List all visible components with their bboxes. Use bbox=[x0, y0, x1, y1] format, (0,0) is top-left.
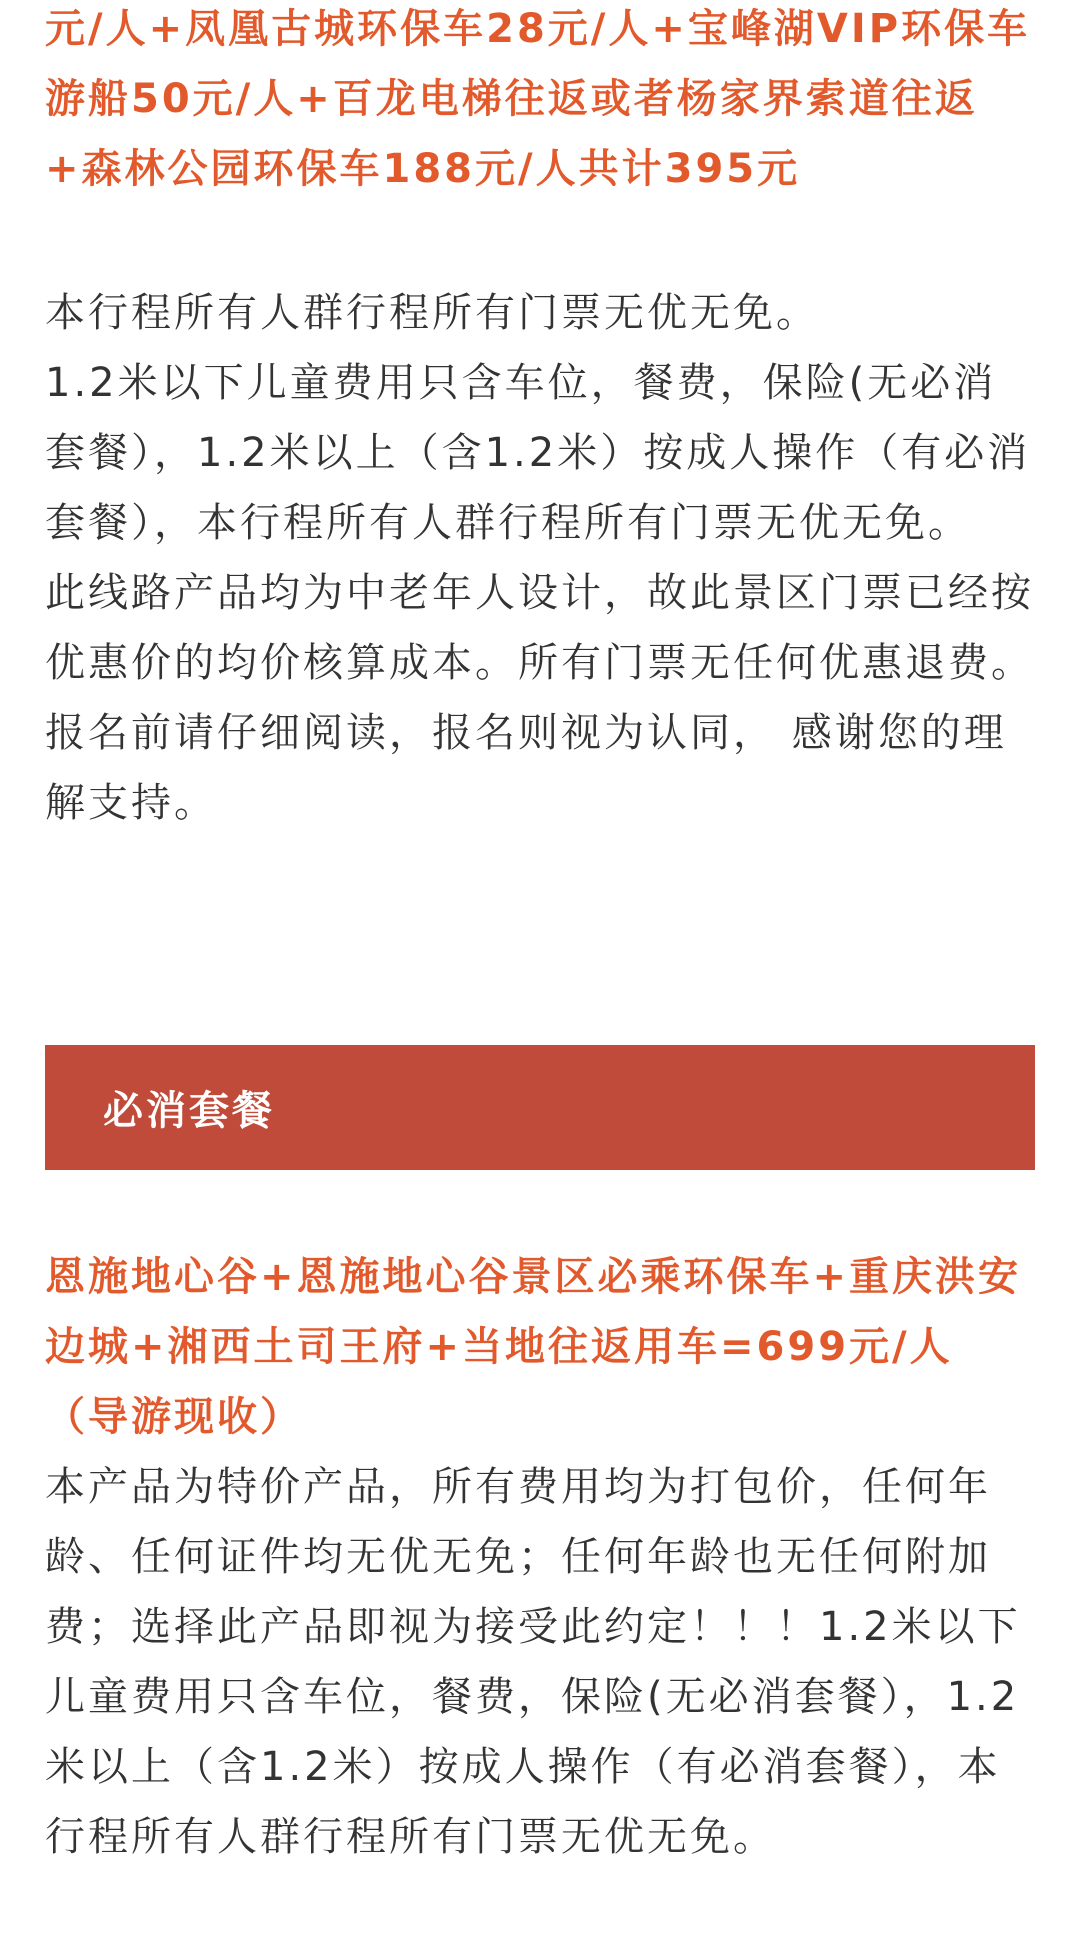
section-banner bbox=[45, 1045, 1035, 1170]
section-banner-title: 必消套餐 bbox=[103, 1088, 275, 1134]
notice-paragraph: 1.2米以下儿童费用只含车位，餐费，保险(无必消套餐），1.2米以上（含1.2米）按成人操作（有必消套餐），本行程所有人群行程所有门票无优无免。 bbox=[45, 360, 1031, 546]
notice-paragraph: 本行程所有人群行程所有门票无优无免。 bbox=[45, 290, 819, 336]
package-headline: 恩施地心谷+恩施地心谷景区必乘环保车+重庆洪安边城+湘西土司王府+当地往返用车=699元/人（导游现收） bbox=[45, 1254, 1022, 1440]
notice-paragraph: 此线路产品均为中老年人设计，故此景区门票已经按优惠价的均价核算成本。所有门票无任何优惠退费。 bbox=[45, 570, 1034, 686]
package-detail-text: 本产品为特价产品，所有费用均为打包价，任何年龄、任何证件均无优无免；任何年龄也无任何附加费；选择此产品即视为接受此约定！！！1.2米以下儿童费用只含车位，餐费，保险(无必消套餐），1.2米以上（含1.2米）按成人操作（有必消套餐），本行程所有人群行程所有门票无优无免。 bbox=[45, 1464, 1021, 1860]
notice-section bbox=[45, 278, 1035, 838]
notice-paragraph: 报名前请仔细阅读，报名则视为认同， 感谢您的理解支持。 bbox=[45, 710, 1007, 826]
fee-summary-text: 元/人+凤凰古城环保车28元/人+宝峰湖VIP环保车游船50元/人+百龙电梯往返或者杨家界索道往返+森林公园环保车188元/人共计395元 bbox=[45, 6, 1031, 192]
